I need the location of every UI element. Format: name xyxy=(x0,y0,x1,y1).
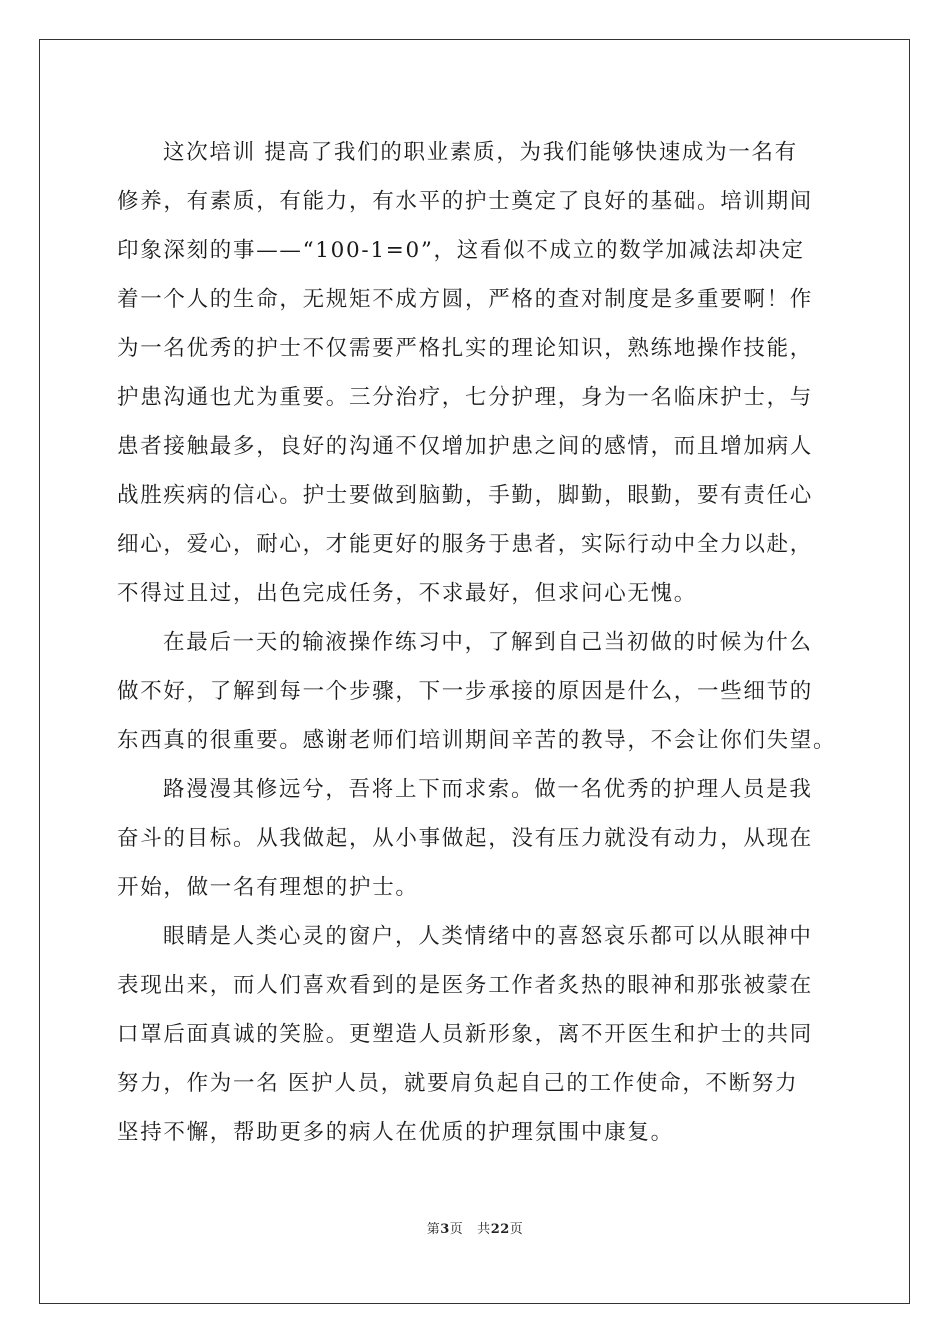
text-line: 印象深刻的事——“100-1=0”，这看似不成立的数学加减法却决定 xyxy=(117,238,805,263)
text-line: 患者接触最多，良好的沟通不仅增加护患之间的感情，而且增加病人 xyxy=(117,434,814,459)
text-line: 坚持不懈，帮助更多的病人在优质的护理氛围中康复。 xyxy=(117,1120,674,1145)
page-footer xyxy=(0,1218,950,1237)
text-line: 战胜疾病的信心。护士要做到脑勤，手勤，脚勤，眼勤，要有责任心 xyxy=(117,483,814,508)
text-line: 做不好，了解到每一个步骤，下一步承接的原因是什么，一些细节的 xyxy=(117,679,814,704)
text-line: 这次培训 提高了我们的职业素质，为我们能够快速成为一名有 xyxy=(163,140,798,165)
text-line: 路漫漫其修远兮，吾将上下而求索。做一名优秀的护理人员是我 xyxy=(163,777,813,802)
text-line: 为一名优秀的护士不仅需要严格扎实的理论知识，熟练地操作技能， xyxy=(117,336,814,361)
text-line: 奋斗的目标。从我做起，从小事做起，没有压力就没有动力，从现在 xyxy=(117,826,814,851)
text-line: 努力，作为一名 医护人员，就要肩负起自己的工作使命，不断努力 xyxy=(117,1071,799,1096)
page-unit: 页 xyxy=(449,1222,464,1237)
text-line: 护患沟通也尤为重要。三分治疗，七分护理，身为一名临床护士，与 xyxy=(117,385,814,410)
text-line: 不得过且过，出色完成任务，不求最好，但求问心无愧。 xyxy=(117,581,698,606)
text-line: 眼睛是人类心灵的窗户，人类情绪中的喜怒哀乐都可以从眼神中 xyxy=(163,924,813,949)
page-prefix: 第 xyxy=(426,1222,441,1237)
total-prefix: 共 xyxy=(477,1222,491,1237)
text-line: 开始，做一名有理想的护士。 xyxy=(117,875,419,900)
total-unit: 页 xyxy=(509,1222,524,1237)
page-number: 3 xyxy=(440,1222,450,1237)
text-line: 着一个人的生命，无规矩不成方圆，严格的查对制度是多重要啊！作 xyxy=(117,287,814,312)
text-line: 细心，爱心，耐心，才能更好的服务于患者，实际行动中全力以赴， xyxy=(117,532,814,557)
text-line: 修养，有素质，有能力，有水平的护士奠定了良好的基础。培训期间 xyxy=(117,189,814,214)
text-line: 口罩后面真诚的笑脸。更塑造人员新形象，离不开医生和护士的共同 xyxy=(117,1022,814,1047)
text-line: 在最后一天的输液操作练习中，了解到自己当初做的时候为什么 xyxy=(163,630,813,655)
text-line: 表现出来，而人们喜欢看到的是医务工作者炙热的眼神和那张被蒙在 xyxy=(117,973,814,998)
total-pages: 22 xyxy=(490,1222,510,1237)
text-line: 东西真的很重要。感谢老师们培训期间辛苦的教导，不会让你们失望。 xyxy=(117,728,837,753)
document-body xyxy=(117,128,842,1157)
